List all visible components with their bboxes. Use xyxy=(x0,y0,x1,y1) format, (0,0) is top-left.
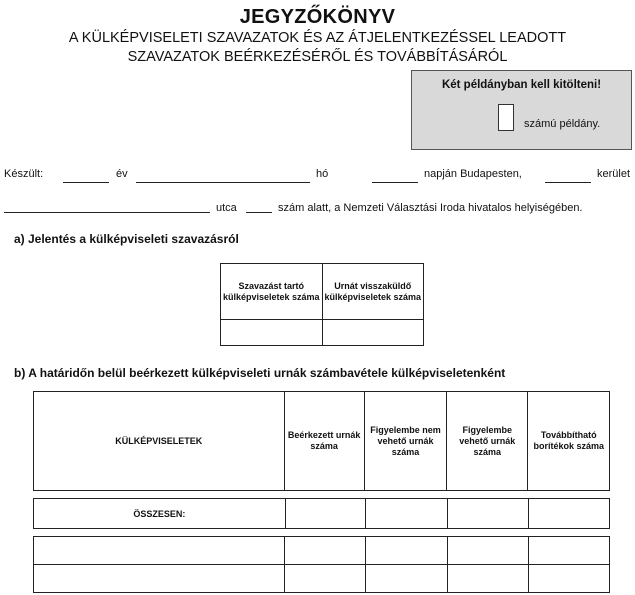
prepared-label: Készült: xyxy=(4,168,44,180)
col-missions: KÜLKÉPVISELETEK xyxy=(34,392,285,491)
copy-number-label: számú példány. xyxy=(524,118,601,130)
section-b-total-table xyxy=(33,498,610,529)
district-field[interactable] xyxy=(545,182,591,183)
document-subtitle-line-2: SZAVAZATOK BEÉRKEZÉSÉRŐL ÉS TOVÁBBÍTÁSÁRÓL xyxy=(127,49,508,65)
received-cell[interactable] xyxy=(285,537,365,565)
year-field[interactable] xyxy=(63,182,109,183)
section-b-entries-table xyxy=(33,536,610,593)
section-b-header-table xyxy=(33,391,610,491)
mission-name-cell[interactable] xyxy=(34,537,285,565)
total-forwardable-cell[interactable] xyxy=(528,499,609,529)
street-label: utca xyxy=(216,202,237,214)
col-invalid-urns: Figyelembe nem vehető urnák száma xyxy=(364,392,446,491)
section-a-heading: a) Jelentés a külképviseleti szavazásról xyxy=(14,232,239,246)
total-invalid-cell[interactable] xyxy=(365,499,447,529)
table-row xyxy=(34,565,610,593)
invalid-cell[interactable] xyxy=(365,537,447,565)
street-field[interactable] xyxy=(4,212,210,213)
col-forwardable-envelopes: Továbbítható borítékok száma xyxy=(528,392,610,491)
section-b-heading: b) A határidőn belül beérkezett külképviseleti urnák számbavétele külképviseletenként xyxy=(14,366,506,380)
document-subtitle-line-1: A KÜLKÉPVISELETI SZAVAZATOK ÉS AZ ÁTJELENTKEZÉSSEL LEADOTT xyxy=(68,30,567,46)
forwardable-cell[interactable] xyxy=(528,565,609,593)
mission-name-cell[interactable] xyxy=(34,565,285,593)
table-row xyxy=(34,537,610,565)
copy-number-field[interactable] xyxy=(498,104,514,131)
address-text: szám alatt, a Nemzeti Választási Iroda hivatalos helyiségében. xyxy=(278,202,583,214)
month-label: hó xyxy=(316,168,329,180)
total-received-cell[interactable] xyxy=(285,499,365,529)
received-cell[interactable] xyxy=(285,565,365,593)
month-field[interactable] xyxy=(136,182,310,183)
valid-cell[interactable] xyxy=(447,537,528,565)
year-label: év xyxy=(116,168,128,180)
document-title: JEGYZŐKÖNYV xyxy=(239,6,396,28)
valid-cell[interactable] xyxy=(447,565,528,593)
col-received-urns: Beérkezett urnák száma xyxy=(284,392,364,491)
day-field[interactable] xyxy=(372,182,418,183)
house-number-field[interactable] xyxy=(246,212,272,213)
total-label: ÖSSZESEN: xyxy=(34,499,286,529)
section-a-table xyxy=(220,263,424,346)
district-label: kerület xyxy=(597,168,631,180)
total-valid-cell[interactable] xyxy=(447,499,528,529)
copies-notice-title: Két példányban kell kitölteni! xyxy=(441,79,602,91)
voting-missions-count-cell[interactable] xyxy=(221,320,323,346)
returning-missions-count-cell[interactable] xyxy=(322,320,424,346)
col-valid-urns: Figyelembe vehető urnák száma xyxy=(447,392,528,491)
forwardable-cell[interactable] xyxy=(528,537,609,565)
section-a-col-returning-missions: Urnát visszaküldő külképviseletek száma xyxy=(322,264,424,320)
section-a-col-voting-missions: Szavazást tartó külképviseletek száma xyxy=(221,264,323,320)
day-label: napján Budapesten, xyxy=(424,168,522,180)
copies-notice-box xyxy=(411,70,632,150)
invalid-cell[interactable] xyxy=(365,565,447,593)
